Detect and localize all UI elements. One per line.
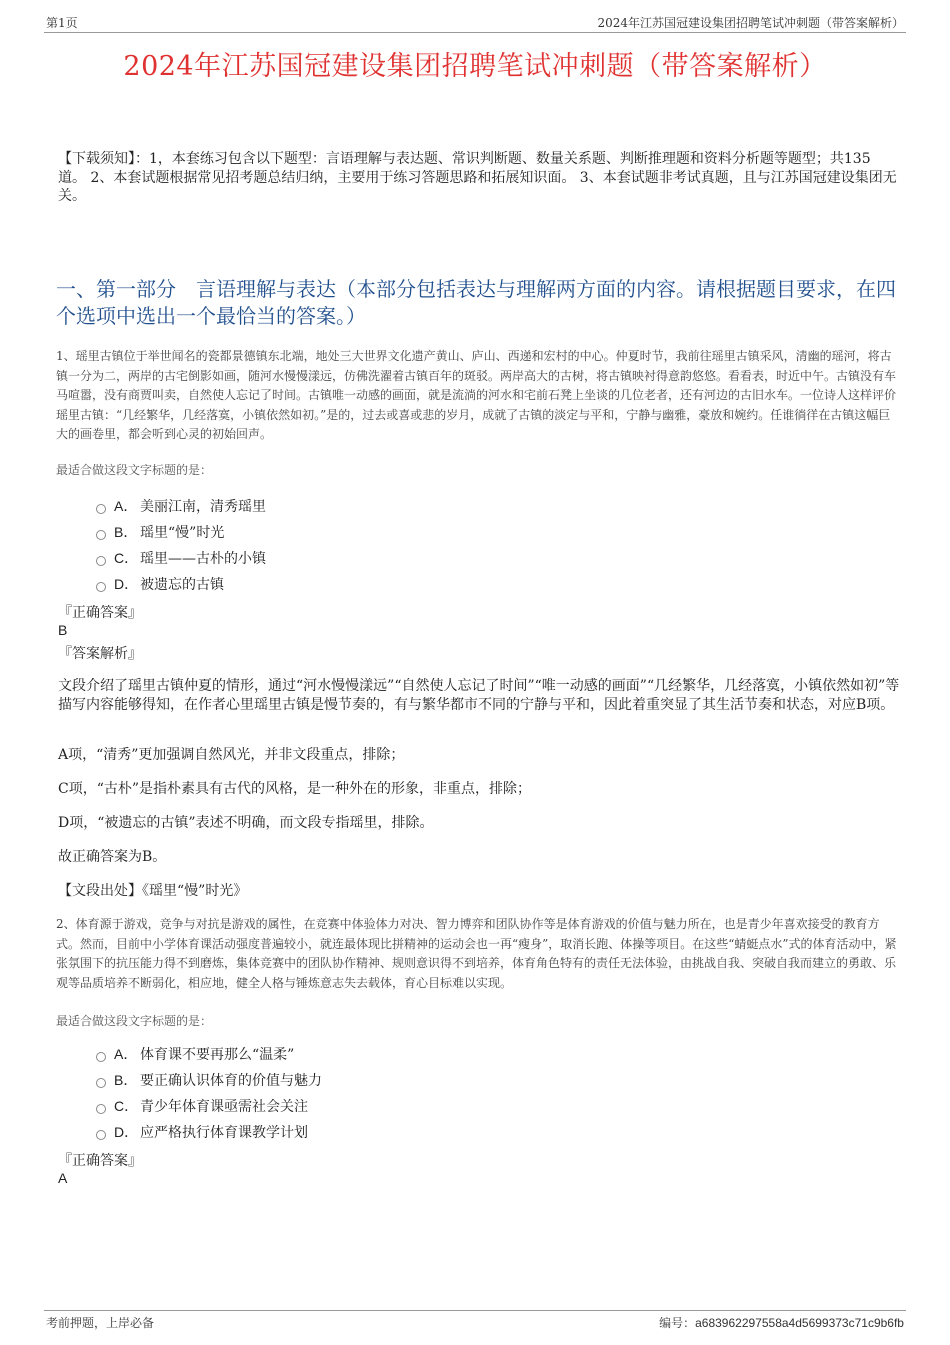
question-2-text: 2、体育源于游戏，竞争与对抗是游戏的属性，在竞赛中体验体力对决、智力博弈和团队协作等是体育游戏的价值与魅力所在，也是青少年喜欢接受的教育方式。然而，目前中小学体育课活动强度普遍较小，就连最体现比拼精神的运动会也一再“瘦身”，取消长跑、体操等项目。在这些“蜻蜓点水”式的体育活动中，紧张氛围下的抗压能力得不到磨炼，集体竞赛中的团队协作精神、规则意识得不到培养，体育角色特有的责任无法体验，由挑战自我、突破自我而建立的勇敢、乐观等品质培养不断弱化，相应地，健全人格与锤炼意志失去载体，育心目标难以实现。 <box>56 917 897 990</box>
correct-answer: A <box>58 1170 68 1186</box>
text-source: 【文段出处】《瑶里“慢”时光》 <box>58 883 248 899</box>
correct-answer: B <box>58 622 68 638</box>
analysis-paragraph: 文段介绍了瑶里古镇仲夏的情形，通过“河水慢慢漾远”“自然使人忘记了时间”“唯一动感的画面”“几经繁华，几经落寞，小镇依然如初”等描写内容能够得知，在作者心里瑶里古镇是慢节奏的，有与繁华都市不同的宁静与平和，因此着重突显了其生活节奏和状态，对应B项。 <box>58 678 900 713</box>
option-b[interactable] <box>96 1067 596 1093</box>
option-letter: D． <box>114 1124 139 1140</box>
footer-divider <box>44 1310 906 1311</box>
radio-icon[interactable] <box>96 504 106 514</box>
radio-icon[interactable] <box>96 1104 106 1114</box>
page-number: 第1页 <box>46 16 78 30</box>
option-text: 青少年体育课亟需社会关注 <box>140 1099 308 1115</box>
option-text: 应严格执行体育课教学计划 <box>140 1125 308 1141</box>
option-letter: A． <box>114 1046 138 1062</box>
option-letter: D． <box>114 576 139 592</box>
analysis-option-a: A项，“清秀”更加强调自然风光，并非文段重点，排除； <box>58 747 405 763</box>
option-text: 美丽江南，清秀瑶里 <box>140 499 266 515</box>
radio-icon[interactable] <box>96 556 106 566</box>
option-text: 被遗忘的古镇 <box>140 577 224 593</box>
option-d[interactable] <box>96 571 596 597</box>
option-letter: A． <box>114 498 138 514</box>
radio-icon[interactable] <box>96 582 106 592</box>
option-d[interactable] <box>96 1119 596 1145</box>
analysis-option-d: D项，“被遗忘的古镇”表述不明确，而文段专指瑶里，排除。 <box>58 815 434 831</box>
option-a[interactable] <box>96 493 596 519</box>
option-c[interactable] <box>96 545 596 571</box>
radio-icon[interactable] <box>96 1052 106 1062</box>
header-divider <box>44 32 906 33</box>
analysis-label: 『答案解析』 <box>58 646 142 662</box>
option-c[interactable] <box>96 1093 596 1119</box>
option-letter: B． <box>114 524 138 540</box>
question-1-text: 1、瑶里古镇位于举世闻名的瓷都景德镇东北端，地处三大世界文化遗产黄山、庐山、西递和宏村的中心。仲夏时节，我前往瑶里古镇采风，清幽的瑶河，将古镇一分为二，两岸的古宅倒影如画，随河水慢慢漾远，仿佛洗濯着古镇百年的斑驳。两岸高大的古树，将古镇映衬得意韵悠悠。看看表，时近中午。古镇没有车马喧嚣，没有商贾叫卖，自然使人忘记了时间。古镇唯一动感的画面，就是流淌的河水和宅前石凳上坐谈的几位老者，还有河边的古旧水车。一位诗人这样评价瑶里古镇：“几经繁华，几经落寞，小镇依然如初。”是的，过去或喜或悲的岁月，成就了古镇的淡定与平和，宁静与幽雅，豪放和婉约。任谁徜徉在古镇这幅巨大的画卷里，都会听到心灵的初始回声。 <box>56 349 897 441</box>
analysis-option-c: C项，“古朴”是指朴素具有古代的风格，是一种外在的形象，非重点，排除； <box>58 781 532 797</box>
option-text: 要正确认识体育的价值与魅力 <box>140 1073 322 1089</box>
question-2-prompt: 最适合做这段文字标题的是： <box>56 1014 213 1028</box>
option-b[interactable] <box>96 519 596 545</box>
question-1-options <box>96 493 596 597</box>
section-heading: 一、第一部分 言语理解与表达（本部分包括表达与理解两方面的内容。请根据题目要求，在四个选项中选出一个最恰当的答案。） <box>56 277 896 328</box>
header-doc-title: 2024年江苏国冠建设集团招聘笔试冲刺题（带答案解析） <box>597 16 904 30</box>
correct-answer-label: 『正确答案』 <box>58 1153 142 1169</box>
radio-icon[interactable] <box>96 530 106 540</box>
option-letter: B． <box>114 1072 138 1088</box>
radio-icon[interactable] <box>96 1130 106 1140</box>
download-notice: 【下载须知】：1，本套练习包含以下题型：言语理解与表达题、常识判断题、数量关系题、判断推理题和资料分析题等题型；共135道。 2、本套试题根据常见招考题总结归纳，主要用于练习答题思路和拓展知识面。 3、本套试题非考试真题，且与江苏国冠建设集团无关。 <box>58 151 897 204</box>
question-2-options <box>96 1041 596 1145</box>
option-text: 瑶里——古朴的小镇 <box>140 551 266 567</box>
option-a[interactable] <box>96 1041 596 1067</box>
correct-answer-label: 『正确答案』 <box>58 605 142 621</box>
question-1-prompt: 最适合做这段文字标题的是： <box>56 463 213 477</box>
option-letter: C． <box>114 550 139 566</box>
footer-code: 编号：a683962297558a4d5699373c71c9b6fb <box>659 1316 904 1330</box>
analysis-conclusion: 故正确答案为B。 <box>58 849 167 865</box>
radio-icon[interactable] <box>96 1078 106 1088</box>
option-text: 瑶里“慢”时光 <box>140 525 225 541</box>
option-letter: C． <box>114 1098 139 1114</box>
option-text: 体育课不要再那么“温柔” <box>140 1047 295 1063</box>
page-title: 2024年江苏国冠建设集团招聘笔试冲刺题（带答案解析） <box>123 51 827 82</box>
footer-slogan: 考前押题，上岸必备 <box>46 1316 155 1330</box>
